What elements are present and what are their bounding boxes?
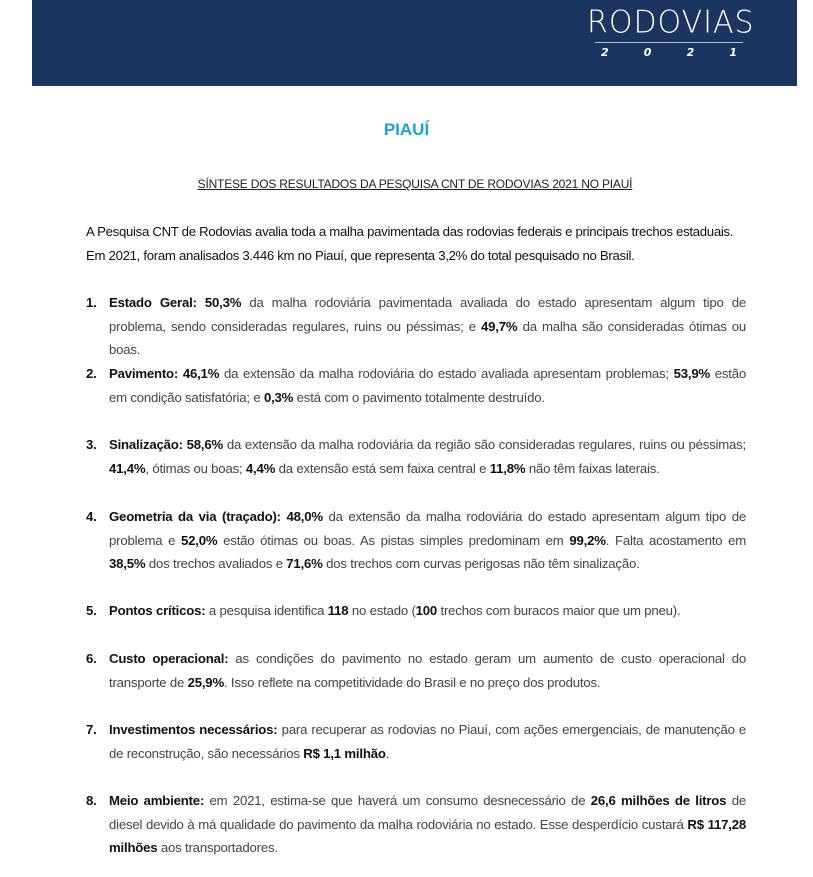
highlight-value: 49,7% [481, 318, 518, 334]
intro-paragraph: A Pesquisa CNT de Rodovias avalia toda a malha pavimentada das rodovias federais e principais trechos estaduais. Em 2021, foram analisados 3.446 km no Piauí, que representa 3,2% do total pesquisado no Brasil. [86, 224, 734, 263]
highlight-value: 52,0% [181, 532, 218, 548]
list-item-text: Investimentos necessários: para recuperar as rodovias no Piauí, com ações emergenciais, de manutenção e de reconstrução, são necessários R$ 1,1 milhão. [109, 722, 746, 761]
list-item-number: 6. [86, 651, 97, 666]
list-item-label: Geometria da via (traçado): [109, 509, 281, 524]
highlight-value: 11,8% [489, 460, 526, 476]
list-item-label: Meio ambiente: [109, 793, 205, 808]
highlight-value: 0,3% [263, 389, 294, 405]
list-item [86, 291, 746, 362]
list-item-label: Pavimento: [109, 366, 179, 381]
logo-year-digit: 1 [729, 46, 737, 59]
highlight-value: R$ 117,28 milhões [109, 816, 746, 855]
list-item-number: 1. [86, 295, 97, 310]
list-item-text: Pavimento: 46,1% da extensão da malha rodoviária do estado avaliada apresentam problemas; 53,9% estão em condição satisfatória; e 0,3% está com o pavimento totalmente destruído. [109, 366, 747, 405]
highlight-value: 99,2% [569, 532, 606, 548]
highlight-value: 100 [415, 603, 438, 618]
highlight-value: R$ 1,1 milhão [303, 745, 386, 761]
logo-year-digit: 2 [686, 46, 695, 59]
list-item-text: Geometria da via (traçado): 48,0% da extensão da malha rodoviária do estado apresentam algum tipo de problema e 52,0% estão ótimas ou boas. As pistas simples predominam em 99,2%. Falta acostamento em 38,5% dos trechos avaliados e 71,6% dos trechos com curvas perigosas não têm sinalização. [109, 509, 747, 571]
highlight-value: 38,5% [109, 556, 146, 571]
highlight-value: 118 [327, 603, 349, 618]
list-item [86, 362, 746, 409]
section-subtitle: SÍNTESE DOS RESULTADOS DA PESQUISA CNT DE RODOVIAS 2021 NO PIAUÍ [197, 177, 633, 191]
rodovias-logo [587, 4, 755, 59]
list-item-text: Sinalização: 58,6% da extensão da malha rodoviária da região são consideradas regulares, ruins ou péssimas; 41,4%, ótimas ou boas; 4,4% da extensão está sem faixa central e 11,8% não têm faixas laterais. [109, 437, 747, 476]
list-item-text: Pontos críticos: a pesquisa identifica 118 no estado (100 trechos com buracos maior que um pneu). [109, 603, 681, 618]
list-item-number: 2. [86, 366, 97, 381]
page-title: PIAUÍ [383, 120, 430, 139]
logo-year [587, 46, 747, 59]
list-item-text: Custo operacional: as condições do pavimento no estado geram um aumento de custo operacional do transporte de 25,9%. Isso reflete na competitividade do Brasil e no preço dos produtos. [109, 651, 746, 690]
list-item-number: 5. [86, 603, 97, 618]
highlight-value: 25,9% [187, 674, 224, 690]
highlight-value: 48,0% [286, 509, 323, 524]
list-item [86, 647, 746, 694]
highlight-value: 53,9% [673, 366, 711, 381]
list-item [86, 599, 746, 623]
list-item-label: Estado Geral: [109, 295, 197, 310]
list-item-number: 3. [86, 437, 97, 452]
list-item-text: Estado Geral: 50,3% da malha rodoviária pavimentada avaliada do estado apresentam algum tipo de problema, sendo consideradas regulares, ruins ou péssimas; e 49,7% da malha são consideradas ótimas ou boas. [109, 295, 746, 357]
list-item-label: Sinalização: [109, 437, 183, 452]
highlight-value: 50,3% [204, 295, 242, 310]
list-item [86, 433, 746, 480]
highlight-value: 4,4% [245, 460, 276, 476]
logo-year-digit: 2 [601, 46, 609, 59]
highlight-value: 26,6 milhões de litros [590, 793, 727, 808]
header-banner [32, 0, 797, 86]
list-item-number: 7. [86, 722, 97, 737]
list-item-label: Pontos críticos: [109, 603, 206, 618]
logo-year-digit: 0 [643, 46, 652, 59]
logo-divider [595, 42, 743, 43]
list-item [86, 789, 746, 860]
list-item-number: 4. [86, 509, 97, 524]
list-item [86, 718, 746, 765]
logo-wordmark: RODOVIAS [587, 4, 755, 41]
list-item [86, 505, 746, 576]
list-item-number: 8. [86, 793, 97, 808]
list-item-label: Custo operacional: [109, 651, 229, 666]
list-item-label: Investimentos necessários: [109, 722, 278, 737]
highlight-value: 46,1% [182, 366, 220, 381]
highlight-value: 41,4% [109, 460, 146, 476]
list-item-text: Meio ambiente: em 2021, estima-se que haverá um consumo desnecessário de 26,6 milhões de litros de diesel devido à má qualidade do pavimento da malha rodoviária no estado. Esse desperdício custará R$ 117,28 milhões aos transportadores. [109, 793, 746, 855]
highlight-value: 58,6% [186, 437, 224, 452]
highlight-value: 71,6% [286, 556, 323, 571]
